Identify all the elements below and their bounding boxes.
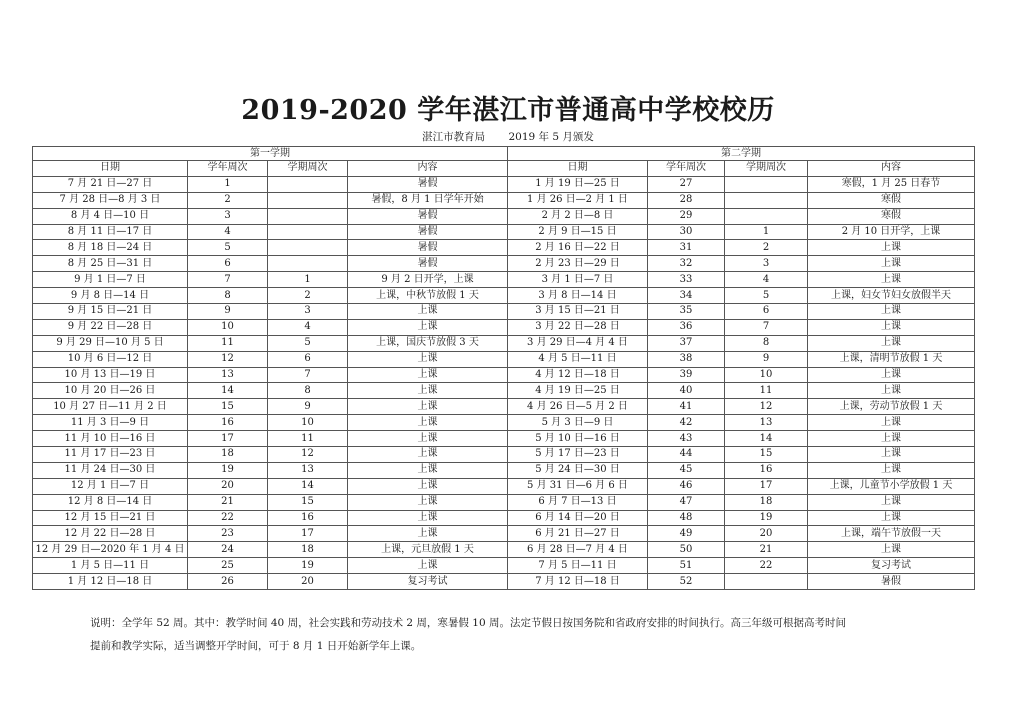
cell-date-s1: 10 月 13 日—19 日 bbox=[33, 367, 188, 383]
issue-date: 2019 年 5 月颁发 bbox=[508, 131, 594, 143]
cell-date-s1: 9 月 8 日—14 日 bbox=[33, 288, 188, 304]
issuer-line bbox=[0, 129, 1016, 144]
cell-term-week-s2: 20 bbox=[725, 526, 808, 542]
cell-date-s1: 12 月 8 日—14 日 bbox=[33, 494, 188, 510]
cell-date-s1: 8 月 4 日—10 日 bbox=[33, 208, 188, 224]
cell-content-s1: 上课 bbox=[348, 462, 508, 478]
cell-content-s2: 上课，儿童节小学放假 1 天 bbox=[808, 478, 975, 494]
cell-date-s1: 7 月 21 日—27 日 bbox=[33, 176, 188, 192]
cell-term-week-s2: 5 bbox=[725, 288, 808, 304]
cell-term-week-s1: 7 bbox=[268, 367, 348, 383]
cell-term-week-s2: 14 bbox=[725, 431, 808, 447]
cell-content-s2: 上课，端午节放假一天 bbox=[808, 526, 975, 542]
cell-year-week-s1: 26 bbox=[188, 574, 268, 590]
cell-year-week-s1: 22 bbox=[188, 510, 268, 526]
cell-date-s2: 1 月 19 日—25 日 bbox=[508, 176, 648, 192]
cell-date-s2: 1 月 26 日—2 月 1 日 bbox=[508, 192, 648, 208]
cell-year-week-s2: 41 bbox=[648, 399, 725, 415]
cell-content-s1: 暑假，8 月 1 日学年开始 bbox=[348, 192, 508, 208]
cell-term-week-s2: 8 bbox=[725, 335, 808, 351]
cell-year-week-s2: 34 bbox=[648, 288, 725, 304]
cell-term-week-s2 bbox=[725, 574, 808, 590]
cell-term-week-s1: 2 bbox=[268, 288, 348, 304]
cell-content-s2: 上课 bbox=[808, 431, 975, 447]
column-header-date-s2: 日期 bbox=[508, 161, 648, 177]
cell-date-s1: 10 月 20 日—26 日 bbox=[33, 383, 188, 399]
cell-term-week-s2: 13 bbox=[725, 415, 808, 431]
cell-date-s1: 9 月 1 日—7 日 bbox=[33, 272, 188, 288]
cell-year-week-s1: 19 bbox=[188, 462, 268, 478]
cell-term-week-s2 bbox=[725, 176, 808, 192]
cell-term-week-s1 bbox=[268, 256, 348, 272]
cell-content-s1: 上课 bbox=[348, 478, 508, 494]
school-calendar-table bbox=[32, 146, 975, 590]
cell-content-s2: 上课 bbox=[808, 335, 975, 351]
cell-date-s2: 5 月 17 日—23 日 bbox=[508, 447, 648, 463]
table-row bbox=[33, 192, 975, 208]
table-row bbox=[33, 526, 975, 542]
cell-date-s1: 8 月 25 日—31 日 bbox=[33, 256, 188, 272]
table-row bbox=[33, 224, 975, 240]
cell-date-s1: 1 月 5 日—11 日 bbox=[33, 558, 188, 574]
cell-content-s1: 暑假 bbox=[348, 224, 508, 240]
cell-year-week-s1: 8 bbox=[188, 288, 268, 304]
cell-year-week-s1: 18 bbox=[188, 447, 268, 463]
table-row bbox=[33, 558, 975, 574]
table-row bbox=[33, 478, 975, 494]
cell-year-week-s1: 13 bbox=[188, 367, 268, 383]
cell-year-week-s1: 21 bbox=[188, 494, 268, 510]
column-header-year-week-s2: 学年周次 bbox=[648, 161, 725, 177]
issuer: 湛江市教育局 bbox=[422, 131, 486, 143]
table-row bbox=[33, 399, 975, 415]
table-row bbox=[33, 510, 975, 526]
cell-year-week-s1: 7 bbox=[188, 272, 268, 288]
cell-date-s1: 9 月 29 日—10 月 5 日 bbox=[33, 335, 188, 351]
cell-year-week-s1: 11 bbox=[188, 335, 268, 351]
cell-date-s2: 5 月 31 日—6 月 6 日 bbox=[508, 478, 648, 494]
table-row bbox=[33, 335, 975, 351]
semester-header-row bbox=[33, 147, 975, 161]
cell-term-week-s1 bbox=[268, 240, 348, 256]
cell-date-s2: 3 月 8 日—14 日 bbox=[508, 288, 648, 304]
cell-content-s1: 上课 bbox=[348, 447, 508, 463]
cell-content-s1: 上课 bbox=[348, 494, 508, 510]
cell-content-s1: 暑假 bbox=[348, 208, 508, 224]
cell-date-s1: 8 月 18 日—24 日 bbox=[33, 240, 188, 256]
cell-year-week-s1: 12 bbox=[188, 351, 268, 367]
cell-content-s1: 暑假 bbox=[348, 176, 508, 192]
cell-date-s2: 2 月 9 日—15 日 bbox=[508, 224, 648, 240]
cell-year-week-s1: 17 bbox=[188, 431, 268, 447]
cell-term-week-s1: 12 bbox=[268, 447, 348, 463]
cell-year-week-s2: 46 bbox=[648, 478, 725, 494]
cell-term-week-s1: 14 bbox=[268, 478, 348, 494]
cell-content-s1: 暑假 bbox=[348, 256, 508, 272]
cell-date-s2: 4 月 5 日—11 日 bbox=[508, 351, 648, 367]
column-header-term-week-s1: 学期周次 bbox=[268, 161, 348, 177]
page-title: 2019-2020 学年湛江市普通高中学校校历 bbox=[241, 95, 775, 126]
cell-term-week-s2 bbox=[725, 192, 808, 208]
cell-term-week-s1: 10 bbox=[268, 415, 348, 431]
cell-year-week-s2: 35 bbox=[648, 304, 725, 320]
column-header-date-s1: 日期 bbox=[33, 161, 188, 177]
cell-term-week-s1: 19 bbox=[268, 558, 348, 574]
cell-date-s2: 2 月 16 日—22 日 bbox=[508, 240, 648, 256]
cell-content-s1: 暑假 bbox=[348, 240, 508, 256]
cell-date-s2: 5 月 24 日—30 日 bbox=[508, 462, 648, 478]
cell-term-week-s1 bbox=[268, 224, 348, 240]
cell-year-week-s1: 3 bbox=[188, 208, 268, 224]
cell-term-week-s2: 4 bbox=[725, 272, 808, 288]
table-row bbox=[33, 462, 975, 478]
note-line-2: 提前和教学实际，适当调整开学时间，可于 8 月 1 日开始新学年上课。 bbox=[90, 640, 422, 652]
calendar-body bbox=[33, 176, 975, 589]
cell-date-s2: 5 月 10 日—16 日 bbox=[508, 431, 648, 447]
table-row bbox=[33, 272, 975, 288]
cell-term-week-s1: 8 bbox=[268, 383, 348, 399]
cell-date-s1: 7 月 28 日—8 月 3 日 bbox=[33, 192, 188, 208]
cell-year-week-s2: 37 bbox=[648, 335, 725, 351]
cell-term-week-s1: 20 bbox=[268, 574, 348, 590]
cell-content-s2: 复习考试 bbox=[808, 558, 975, 574]
cell-term-week-s1: 16 bbox=[268, 510, 348, 526]
cell-content-s1: 9 月 2 日开学，上课 bbox=[348, 272, 508, 288]
table-row bbox=[33, 208, 975, 224]
cell-date-s1: 11 月 10 日—16 日 bbox=[33, 431, 188, 447]
cell-term-week-s2 bbox=[725, 208, 808, 224]
cell-content-s2: 寒假 bbox=[808, 192, 975, 208]
cell-content-s2: 上课 bbox=[808, 256, 975, 272]
cell-date-s1: 9 月 22 日—28 日 bbox=[33, 319, 188, 335]
cell-content-s1: 上课 bbox=[348, 399, 508, 415]
cell-date-s2: 5 月 3 日—9 日 bbox=[508, 415, 648, 431]
cell-term-week-s1: 11 bbox=[268, 431, 348, 447]
cell-term-week-s2: 22 bbox=[725, 558, 808, 574]
cell-date-s1: 8 月 11 日—17 日 bbox=[33, 224, 188, 240]
cell-date-s2: 4 月 12 日—18 日 bbox=[508, 367, 648, 383]
cell-year-week-s2: 51 bbox=[648, 558, 725, 574]
cell-date-s1: 12 月 15 日—21 日 bbox=[33, 510, 188, 526]
cell-date-s1: 9 月 15 日—21 日 bbox=[33, 304, 188, 320]
cell-year-week-s1: 4 bbox=[188, 224, 268, 240]
cell-term-week-s1: 5 bbox=[268, 335, 348, 351]
cell-content-s2: 寒假 bbox=[808, 208, 975, 224]
note-line-1: 说明：全学年 52 周。其中：教学时间 40 周，社会实践和劳动技术 2 周，寒暑假 10 周。法定节假日按国务院和省政府安排的时间执行。高三年级可根据高考时间 bbox=[90, 617, 846, 629]
cell-content-s2: 上课 bbox=[808, 240, 975, 256]
cell-term-week-s2: 1 bbox=[725, 224, 808, 240]
cell-term-week-s1 bbox=[268, 208, 348, 224]
cell-term-week-s2: 9 bbox=[725, 351, 808, 367]
cell-date-s2: 4 月 26 日—5 月 2 日 bbox=[508, 399, 648, 415]
cell-content-s2: 上课，妇女节妇女放假半天 bbox=[808, 288, 975, 304]
cell-term-week-s1: 6 bbox=[268, 351, 348, 367]
table-row bbox=[33, 176, 975, 192]
cell-date-s1: 11 月 17 日—23 日 bbox=[33, 447, 188, 463]
cell-term-week-s2: 12 bbox=[725, 399, 808, 415]
cell-year-week-s2: 44 bbox=[648, 447, 725, 463]
cell-content-s2: 上课 bbox=[808, 462, 975, 478]
cell-date-s1: 11 月 3 日—9 日 bbox=[33, 415, 188, 431]
cell-year-week-s2: 32 bbox=[648, 256, 725, 272]
cell-content-s2: 上课，清明节放假 1 天 bbox=[808, 351, 975, 367]
table-row bbox=[33, 494, 975, 510]
cell-content-s2: 上课 bbox=[808, 367, 975, 383]
cell-date-s2: 3 月 15 日—21 日 bbox=[508, 304, 648, 320]
cell-year-week-s2: 27 bbox=[648, 176, 725, 192]
cell-content-s2: 上课 bbox=[808, 542, 975, 558]
table-row bbox=[33, 319, 975, 335]
table-row bbox=[33, 415, 975, 431]
table-row bbox=[33, 351, 975, 367]
cell-term-week-s2: 10 bbox=[725, 367, 808, 383]
cell-content-s1: 上课 bbox=[348, 351, 508, 367]
cell-content-s1: 上课 bbox=[348, 431, 508, 447]
cell-term-week-s1 bbox=[268, 176, 348, 192]
cell-date-s2: 6 月 28 日—7 月 4 日 bbox=[508, 542, 648, 558]
cell-year-week-s2: 48 bbox=[648, 510, 725, 526]
cell-term-week-s2: 2 bbox=[725, 240, 808, 256]
cell-term-week-s2: 7 bbox=[725, 319, 808, 335]
cell-content-s1: 上课，中秋节放假 1 天 bbox=[348, 288, 508, 304]
cell-content-s1: 上课 bbox=[348, 383, 508, 399]
cell-year-week-s2: 39 bbox=[648, 367, 725, 383]
cell-year-week-s1: 6 bbox=[188, 256, 268, 272]
table-row bbox=[33, 240, 975, 256]
cell-year-week-s1: 25 bbox=[188, 558, 268, 574]
cell-content-s2: 寒假，1 月 25 日春节 bbox=[808, 176, 975, 192]
table-row bbox=[33, 288, 975, 304]
cell-year-week-s1: 24 bbox=[188, 542, 268, 558]
cell-date-s2: 4 月 19 日—25 日 bbox=[508, 383, 648, 399]
cell-year-week-s1: 14 bbox=[188, 383, 268, 399]
cell-year-week-s2: 29 bbox=[648, 208, 725, 224]
table-row bbox=[33, 447, 975, 463]
cell-year-week-s2: 28 bbox=[648, 192, 725, 208]
cell-content-s2: 2 月 10 日开学，上课 bbox=[808, 224, 975, 240]
cell-content-s1: 上课 bbox=[348, 526, 508, 542]
cell-year-week-s2: 42 bbox=[648, 415, 725, 431]
cell-content-s1: 上课 bbox=[348, 510, 508, 526]
cell-content-s1: 上课 bbox=[348, 319, 508, 335]
semester-1-header: 第一学期 bbox=[33, 147, 508, 161]
cell-date-s1: 11 月 24 日—30 日 bbox=[33, 462, 188, 478]
cell-year-week-s1: 23 bbox=[188, 526, 268, 542]
cell-year-week-s1: 15 bbox=[188, 399, 268, 415]
column-header-year-week-s1: 学年周次 bbox=[188, 161, 268, 177]
cell-term-week-s2: 17 bbox=[725, 478, 808, 494]
cell-content-s1: 上课，国庆节放假 3 天 bbox=[348, 335, 508, 351]
cell-content-s2: 上课 bbox=[808, 304, 975, 320]
cell-term-week-s1: 9 bbox=[268, 399, 348, 415]
cell-content-s2: 上课 bbox=[808, 494, 975, 510]
table-row bbox=[33, 304, 975, 320]
table-row bbox=[33, 574, 975, 590]
cell-content-s2: 上课 bbox=[808, 510, 975, 526]
cell-date-s2: 7 月 12 日—18 日 bbox=[508, 574, 648, 590]
cell-date-s2: 3 月 29 日—4 月 4 日 bbox=[508, 335, 648, 351]
cell-year-week-s2: 31 bbox=[648, 240, 725, 256]
cell-content-s2: 暑假 bbox=[808, 574, 975, 590]
cell-year-week-s2: 49 bbox=[648, 526, 725, 542]
cell-date-s1: 12 月 22 日—28 日 bbox=[33, 526, 188, 542]
cell-term-week-s1: 4 bbox=[268, 319, 348, 335]
cell-content-s2: 上课，劳动节放假 1 天 bbox=[808, 399, 975, 415]
cell-year-week-s1: 10 bbox=[188, 319, 268, 335]
cell-date-s2: 2 月 2 日—8 日 bbox=[508, 208, 648, 224]
cell-term-week-s2: 11 bbox=[725, 383, 808, 399]
cell-year-week-s1: 5 bbox=[188, 240, 268, 256]
cell-content-s2: 上课 bbox=[808, 319, 975, 335]
column-header-term-week-s2: 学期周次 bbox=[725, 161, 808, 177]
column-header-content-s1: 内容 bbox=[348, 161, 508, 177]
cell-content-s1: 复习考试 bbox=[348, 574, 508, 590]
cell-term-week-s1: 15 bbox=[268, 494, 348, 510]
cell-content-s2: 上课 bbox=[808, 272, 975, 288]
cell-term-week-s1: 3 bbox=[268, 304, 348, 320]
table-row bbox=[33, 431, 975, 447]
notes bbox=[90, 612, 950, 658]
column-header-row bbox=[33, 161, 975, 177]
cell-date-s2: 2 月 23 日—29 日 bbox=[508, 256, 648, 272]
cell-term-week-s2: 15 bbox=[725, 447, 808, 463]
cell-content-s1: 上课 bbox=[348, 415, 508, 431]
cell-year-week-s2: 40 bbox=[648, 383, 725, 399]
cell-term-week-s2: 3 bbox=[725, 256, 808, 272]
cell-year-week-s2: 43 bbox=[648, 431, 725, 447]
cell-content-s2: 上课 bbox=[808, 383, 975, 399]
cell-term-week-s2: 16 bbox=[725, 462, 808, 478]
cell-term-week-s1 bbox=[268, 192, 348, 208]
cell-year-week-s1: 1 bbox=[188, 176, 268, 192]
cell-date-s2: 6 月 21 日—27 日 bbox=[508, 526, 648, 542]
cell-year-week-s2: 47 bbox=[648, 494, 725, 510]
cell-content-s1: 上课 bbox=[348, 367, 508, 383]
cell-term-week-s2: 18 bbox=[725, 494, 808, 510]
cell-term-week-s1: 17 bbox=[268, 526, 348, 542]
cell-content-s1: 上课，元旦放假 1 天 bbox=[348, 542, 508, 558]
cell-content-s2: 上课 bbox=[808, 415, 975, 431]
cell-term-week-s2: 21 bbox=[725, 542, 808, 558]
cell-term-week-s2: 6 bbox=[725, 304, 808, 320]
cell-date-s2: 6 月 7 日—13 日 bbox=[508, 494, 648, 510]
cell-year-week-s2: 50 bbox=[648, 542, 725, 558]
cell-term-week-s1: 18 bbox=[268, 542, 348, 558]
cell-content-s2: 上课 bbox=[808, 447, 975, 463]
cell-date-s1: 10 月 27 日—11 月 2 日 bbox=[33, 399, 188, 415]
cell-content-s1: 上课 bbox=[348, 304, 508, 320]
cell-date-s2: 3 月 22 日—28 日 bbox=[508, 319, 648, 335]
table-row bbox=[33, 256, 975, 272]
table-row bbox=[33, 542, 975, 558]
cell-content-s1: 上课 bbox=[348, 558, 508, 574]
cell-date-s2: 6 月 14 日—20 日 bbox=[508, 510, 648, 526]
semester-2-header: 第二学期 bbox=[508, 147, 975, 161]
cell-year-week-s1: 9 bbox=[188, 304, 268, 320]
column-header-content-s2: 内容 bbox=[808, 161, 975, 177]
table-row bbox=[33, 383, 975, 399]
cell-date-s1: 12 月 1 日—7 日 bbox=[33, 478, 188, 494]
cell-term-week-s1: 1 bbox=[268, 272, 348, 288]
cell-year-week-s2: 38 bbox=[648, 351, 725, 367]
cell-year-week-s2: 36 bbox=[648, 319, 725, 335]
cell-date-s1: 10 月 6 日—12 日 bbox=[33, 351, 188, 367]
cell-year-week-s2: 52 bbox=[648, 574, 725, 590]
cell-year-week-s2: 45 bbox=[648, 462, 725, 478]
cell-date-s1: 12 月 29 日—2020 年 1 月 4 日 bbox=[33, 542, 188, 558]
cell-year-week-s1: 16 bbox=[188, 415, 268, 431]
cell-year-week-s1: 20 bbox=[188, 478, 268, 494]
cell-date-s2: 3 月 1 日—7 日 bbox=[508, 272, 648, 288]
cell-term-week-s2: 19 bbox=[725, 510, 808, 526]
cell-term-week-s1: 13 bbox=[268, 462, 348, 478]
cell-date-s2: 7 月 5 日—11 日 bbox=[508, 558, 648, 574]
cell-date-s1: 1 月 12 日—18 日 bbox=[33, 574, 188, 590]
cell-year-week-s2: 30 bbox=[648, 224, 725, 240]
cell-year-week-s2: 33 bbox=[648, 272, 725, 288]
cell-year-week-s1: 2 bbox=[188, 192, 268, 208]
table-row bbox=[33, 367, 975, 383]
